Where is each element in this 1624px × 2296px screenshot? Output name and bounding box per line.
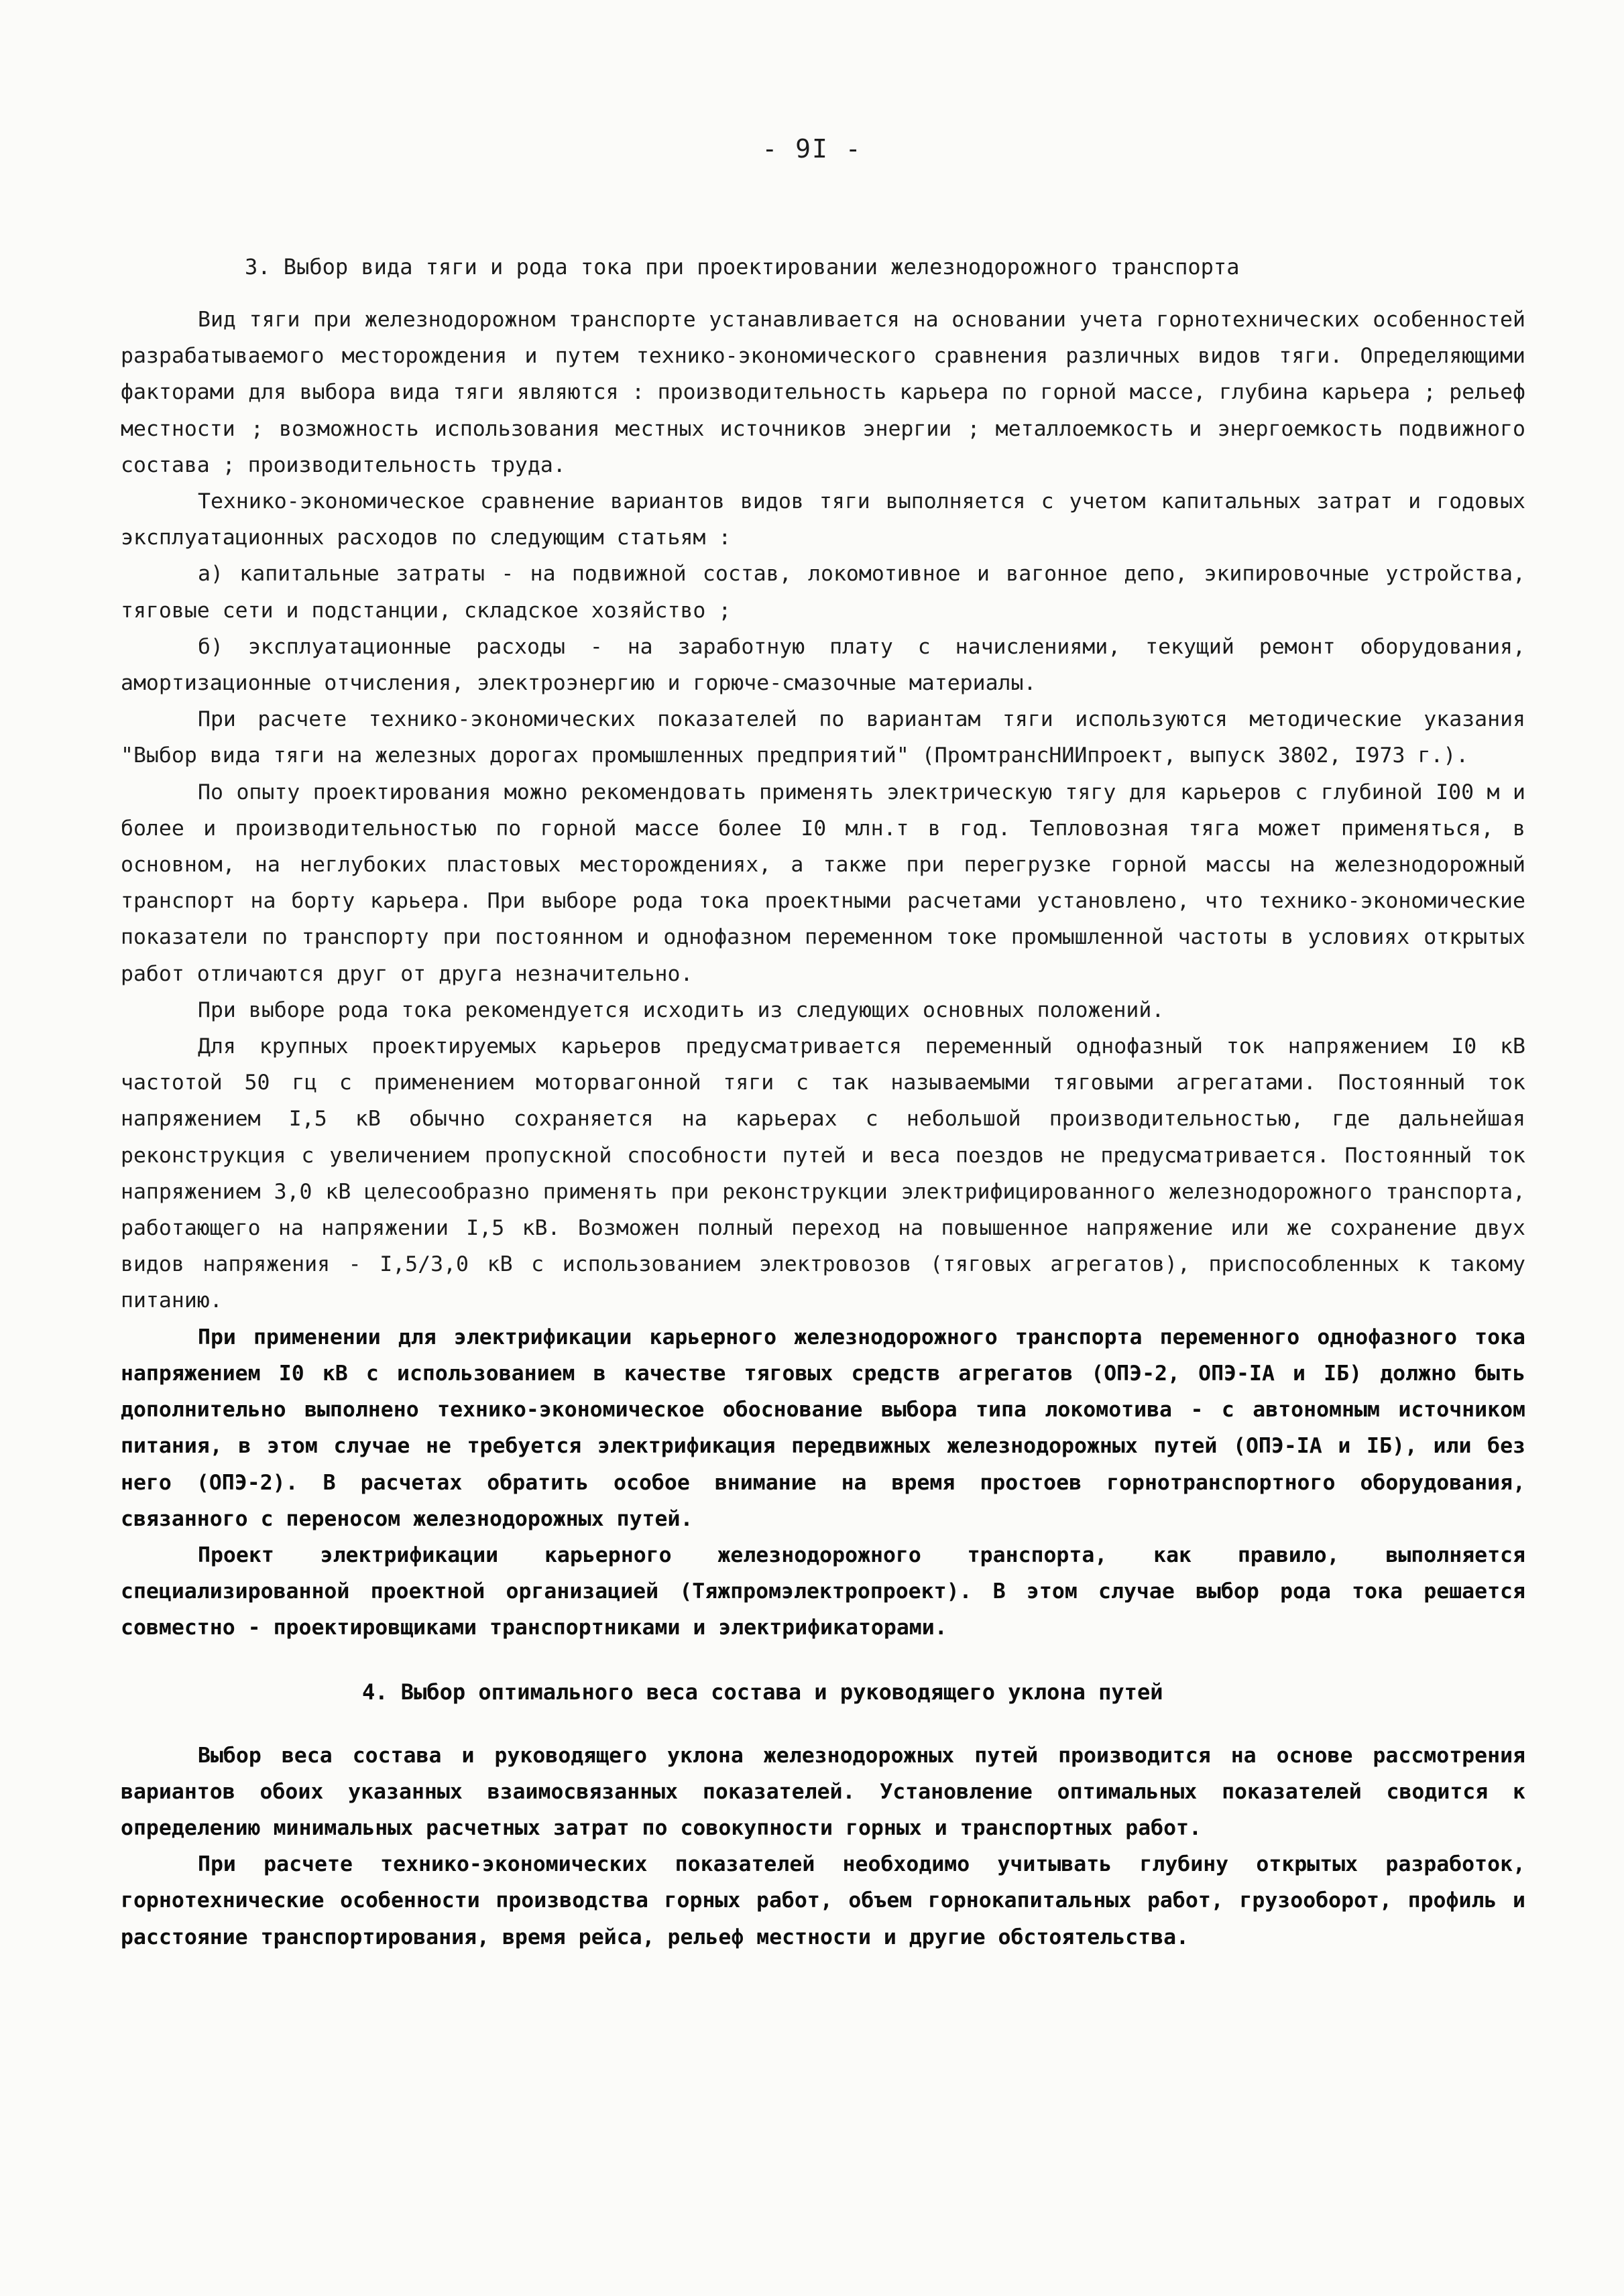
section-3-paragraph-4: По опыту проектирования можно рекомендовать применять электрическую тягу для карьеров с глубиной I00 м и более и производительностью по горной массе более I0 млн.т в год. Тепловозная тяга может применяться, в основном, на неглубоких пластовых месторождениях, а также при перегрузке горной массы на железнодорожный транспорт на борту карьера. При выборе рода тока проектными расчетами установлено, что технико-экономические показатели по транспорту при постоянном и однофазном переменном токе промышленной частоты в условиях открытых работ отличаются друг от друга незначительно. [121, 780, 1525, 986]
section-3-heading: 3. Выбор вида тяги и рода тока при проектировании железнодорожного транспорта [245, 254, 1240, 280]
section-3-list-item-a: а) капитальные затраты - на подвижной состав, локомотивное и вагонное депо, экипировочные устройства, тяговые сети и подстанции, складское хозяйство ; [121, 562, 1525, 623]
page-number: - 9I - [762, 134, 862, 164]
section-4-paragraph-2: При расчете технико-экономических показателей необходимо учитывать глубину открытых разработок, горнотехнические особенности производства горных работ, объем горнокапитальных работ, грузооборот, профиль и расстояние транспортирования, время рейса, рельеф местности и другие обстоятельства. [121, 1852, 1525, 1949]
section-3-list-item-b: б) эксплуатационные расходы - на заработную плату с начислениями, текущий ремонт оборудования, амортизационные отчисления, электроэнергию и горюче-смазочные материалы. [121, 634, 1525, 696]
page-content [121, 248, 1525, 1955]
section-3-paragraph-6: Для крупных проектируемых карьеров предусматривается переменный однофазный ток напряжением I0 кВ частотой 50 гц с применением моторвагонной тяги с так называемыми тяговыми агрегатами. Постоянный ток напряжением I,5 кВ обычно сохраняется на карьерах с небольшой производительностью, где дальнейшая реконструкция с увеличением пропускной способности путей и веса поездов не предусматривается. Постоянный ток напряжением 3,0 кВ целесообразно применять при реконструкции электрифицированного железнодорожного транспорта, работающего на напряжении I,5 кВ. Возможен полный переход на повышенное напряжение или же сохранение двух видов напряжения - I,5/3,0 кВ с использованием электровозов (тяговых агрегатов), приспособленных к такому питанию. [121, 1034, 1525, 1313]
section-3-paragraph-3: При расчете технико-экономических показателей по вариантам тяги используются методические указания "Выбор вида тяги на железных дорогах промышленных предприятий" (ПромтрансНИИпроект, выпуск 3802, I973 г.). [121, 707, 1525, 768]
section-3-paragraph-8: Проект электрификации карьерного железнодорожного транспорта, как правило, выполняется специализированной проектной организацией (Тяжпромэлектропроект). В этом случае выбор рода тока решается совместно - проектировщиками транспортниками и электрификаторами. [121, 1543, 1525, 1640]
section-3-paragraph-5: При выборе рода тока рекомендуется исходить из следующих основных положений. [198, 998, 1165, 1022]
section-3-paragraph-7: При применении для электрификации карьерного железнодорожного транспорта переменного однофазного тока напряжением I0 кВ с использованием в качестве тяговых средств агрегатов (ОПЭ-2, ОПЭ-IА и IБ) должно быть дополнительно выполнено технико-экономическое обоснование выбора типа локомотива - с автономным источником питания, в этом случае не требуется электрификация передвижных железнодорожных путей (ОПЭ-IА и IБ), или без него (ОПЭ-2). В расчетах обратить особое внимание на время простоев горнотранспортного оборудования, связанного с переносом железнодорожных путей. [121, 1325, 1525, 1531]
section-4-heading: 4. Выбор оптимального веса состава и руководящего уклона путей [362, 1679, 1163, 1705]
section-3-paragraph-1: Вид тяги при железнодорожном транспорте устанавливается на основании учета горнотехнических особенностей разрабатываемого месторождения и путем технико-экономического сравнения различных видов тяги. Определяющими факторами для выбора вида тяги являются : производительность карьера по горной массе, глубина карьера ; рельеф местности ; возможность использования местных источников энергии ; металлоемкость и энергоемкость подвижного состава ; производительность труда. [121, 308, 1525, 477]
section-3-paragraph-2: Технико-экономическое сравнение вариантов видов тяги выполняется с учетом капитальных затрат и годовых эксплуатационных расходов по следующим статьям : [121, 489, 1525, 550]
section-4-paragraph-1: Выбор веса состава и руководящего уклона железнодорожных путей производится на основе рассмотрения вариантов обоих указанных взаимосвязанных показателей. Установление оптимальных показателей сводится к определению минимальных расчетных затрат по совокупности горных и транспортных работ. [121, 1743, 1525, 1840]
